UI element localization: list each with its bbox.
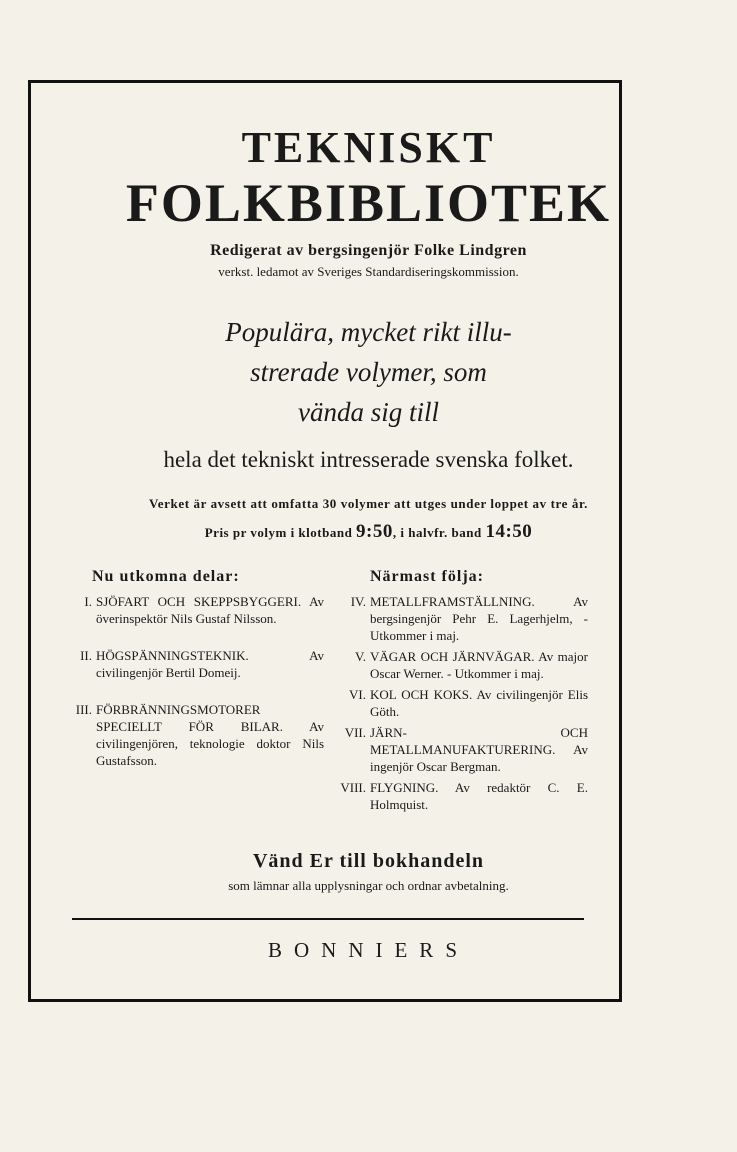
upcoming-column xyxy=(332,568,588,817)
tagline-line: Populära, mycket rikt illu- xyxy=(225,317,512,347)
item-number: I. xyxy=(84,594,92,609)
list-item xyxy=(332,686,588,720)
item-number: IV. xyxy=(350,594,366,609)
editor-subline: verkst. ledamot av Sveriges Standardiseringskommission. xyxy=(218,264,519,279)
tagline-line: vända sig till xyxy=(298,397,439,427)
item-text: SJÖFART OCH SKEPPSBYGGERI. Av överinspektör Nils Gustaf Nilsson. xyxy=(96,594,324,626)
list-item xyxy=(332,593,588,644)
item-number: III. xyxy=(75,702,92,717)
list-item xyxy=(332,724,588,775)
item-text: JÄRN- OCH METALLMANUFAKTURERING. Av ingenjör Oscar Bergman. xyxy=(370,725,588,774)
item-number: VI. xyxy=(349,687,366,702)
list-item xyxy=(62,647,324,681)
price-half: 14:50 xyxy=(485,521,533,542)
audience-line: hela det tekniskt intresserade svenska folket. xyxy=(163,447,574,472)
price-prefix: Pris pr volym i klotband xyxy=(204,525,353,540)
title-line1: TEKNISKT xyxy=(241,123,496,172)
item-text: VÄGAR OCH JÄRNVÄGAR. Av major Oscar Werner. - Utkommer i maj. xyxy=(370,649,588,681)
title-line2: FOLKBIBLIOTEK xyxy=(125,173,612,233)
list-item xyxy=(62,593,324,627)
published-column xyxy=(62,568,324,789)
cta-heading: Vänd Er till bokhandeln xyxy=(252,850,485,872)
item-text: FÖRBRÄNNINGSMOTORER SPECIELLT FÖR BILAR. Av civilingenjören, teknologie doktor Nils Gustafsson. xyxy=(96,702,324,768)
item-text: KOL OCH KOKS. Av civilingenjör Elis Göth. xyxy=(370,687,588,719)
divider xyxy=(72,918,584,920)
cta-subline: som lämnar alla upplysningar och ordnar avbetalning. xyxy=(228,878,509,893)
publisher-name: BONNIERS xyxy=(267,938,469,962)
item-number: II. xyxy=(80,648,92,663)
item-number: V. xyxy=(355,649,366,664)
editor-line: Redigerat av bergsingenjör Folke Lindgren xyxy=(210,242,527,259)
item-text: HÖGSPÄNNINGSTEKNIK. Av civilingenjör Bertil Domeij. xyxy=(96,648,324,680)
item-text: FLYGNING. Av redaktör C. E. Holmquist. xyxy=(370,780,588,812)
upcoming-heading: Närmast följa: xyxy=(370,568,484,585)
tagline xyxy=(0,312,737,432)
list-item xyxy=(62,701,324,769)
price-cloth: 9:50 xyxy=(356,521,393,542)
list-item xyxy=(332,779,588,813)
price-middle: , i halvfr. band xyxy=(392,525,482,540)
tagline-line: strerade volymer, som xyxy=(250,357,487,387)
price-line xyxy=(0,521,737,543)
published-heading: Nu utkomna delar: xyxy=(92,568,240,585)
item-number: VII. xyxy=(344,725,366,740)
item-number: VIII. xyxy=(340,780,366,795)
item-text: METALLFRAMSTÄLLNING. Av bergsingenjör Pehr E. Lagerhjelm, - Utkommer i maj. xyxy=(370,594,588,643)
plan-line: Verket är avsett att omfatta 30 volymer att utges under loppet av tre år. xyxy=(148,496,589,511)
list-item xyxy=(332,648,588,682)
